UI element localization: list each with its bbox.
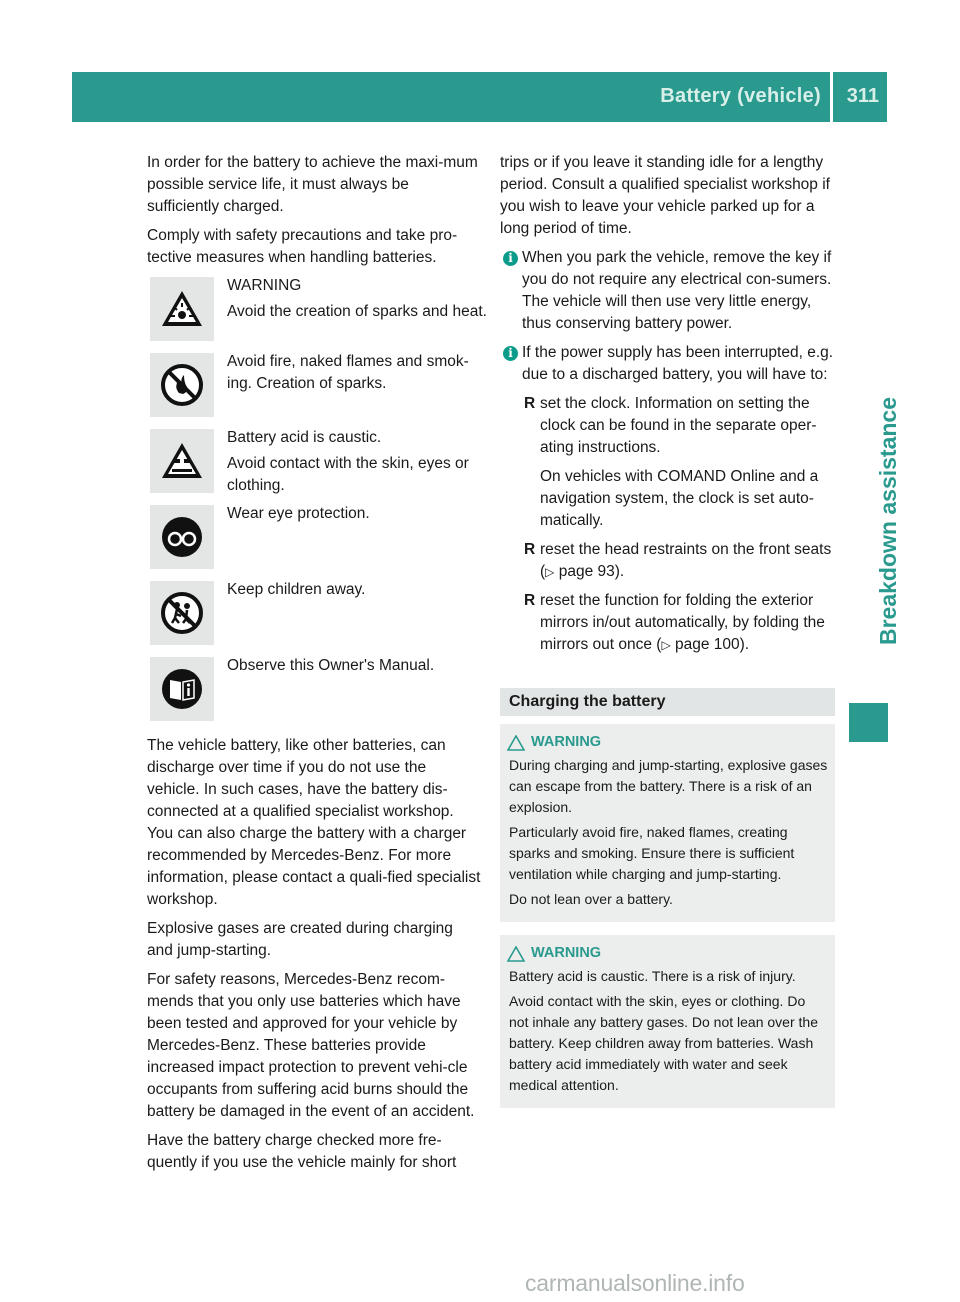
- note-text: When you park the vehicle, remove the key if you do not require any electrical con-sumers. The vehicle will then use very little energy, thus conserving battery power.: [522, 249, 832, 332]
- warning-box: [500, 935, 835, 1108]
- paragraph: For safety reasons, Mercedes-Benz recom-mends that you only use batteries which have been tested and approved for your vehicle by Mercedes-Benz. These batteries provide increased impact protection to prevent vehi-cle occupants from suffering acid burns should the battery be damaged in the event of an accident.: [147, 971, 475, 1120]
- symbol-text: [227, 655, 487, 681]
- eye-protection-icon: [150, 505, 214, 569]
- list-item: [522, 539, 835, 583]
- paragraph: The vehicle battery, like other batteries, can discharge over time if you do not use the vehicle. In such cases, have the battery dis-connected at a qualified specialist workshop. You can also charge the battery with a charger recommended by Mercedes-Benz. For more information, please contact a quali-fied specialist workshop.: [147, 737, 481, 908]
- page-number: 311: [846, 85, 879, 107]
- symbol-line: Avoid fire, naked flames and smok-ing. Creation of sparks.: [227, 353, 469, 392]
- info-note: [500, 247, 835, 335]
- warning-triangle-icon: [507, 946, 525, 962]
- symbol-text: [227, 427, 487, 501]
- symbol-row: [147, 277, 487, 353]
- page-ref-arrow-icon: ▷: [661, 638, 671, 652]
- symbol-line: Battery acid is caustic.: [227, 429, 382, 446]
- list-item: [522, 393, 835, 532]
- symbol-row: [147, 429, 482, 505]
- paragraph: In order for the battery to achieve the maxi-mum possible service life, it must always be sufficiently charged.: [147, 154, 478, 215]
- side-tab: [875, 396, 901, 645]
- warning-label: WARNING: [531, 734, 602, 750]
- paragraph: Have the battery charge checked more fre-quently if you use the vehicle mainly for short: [147, 1132, 457, 1171]
- symbol-row: [147, 353, 482, 429]
- paragraph: Comply with safety precautions and take pro-tective measures when handling batteries.: [147, 227, 458, 266]
- symbol-line: Avoid contact with the skin, eyes or clothing.: [227, 455, 469, 494]
- info-icon: i: [503, 346, 518, 361]
- side-tab-label: Breakdown assistance: [875, 396, 901, 645]
- warning-text: Do not lean over a battery.: [509, 891, 673, 907]
- section-title: Charging the battery: [500, 688, 835, 716]
- warning-box: [500, 724, 835, 922]
- header-title: Battery (vehicle): [660, 85, 821, 107]
- explosion-warning-icon: [150, 277, 214, 341]
- left-column: [147, 152, 487, 1181]
- page-ref-arrow-icon: ▷: [545, 565, 555, 579]
- warning-text: Avoid contact with the skin, eyes or clothing. Do not inhale any battery gases. Do not lean over the battery. Keep children away from batteries. Wash battery acid immediately with water and seek medical attention.: [509, 993, 818, 1093]
- page-ref[interactable]: page 100).: [675, 636, 750, 653]
- bullet-marker: R: [524, 395, 536, 412]
- bullet-text: reset the head restraints on the front seats (: [540, 541, 832, 580]
- info-icon: i: [503, 251, 518, 266]
- side-tab-block: [849, 703, 888, 742]
- right-column: [500, 152, 835, 1108]
- page-ref[interactable]: page 93).: [558, 563, 625, 580]
- no-fire-smoking-icon: [150, 353, 214, 417]
- symbol-row: [147, 657, 482, 733]
- symbol-text: [227, 275, 487, 327]
- symbol-text: [227, 503, 487, 529]
- bullet-text: reset the function for folding the exterior mirrors in/out automatically, by folding the mirrors out once (: [540, 592, 825, 653]
- symbol-row: [147, 581, 482, 657]
- warning-header: [507, 732, 828, 753]
- paragraph: Explosive gases are created during charging and jump-starting.: [147, 920, 453, 959]
- bullet-marker: R: [524, 592, 536, 609]
- bullet-marker: R: [524, 541, 536, 558]
- warning-text: During charging and jump-starting, explosive gases can escape from the battery. There is a risk of an explosion.: [509, 757, 828, 815]
- corrosive-warning-icon: [150, 429, 214, 493]
- symbol-row: [147, 505, 482, 581]
- symbol-line: Keep children away.: [227, 581, 366, 598]
- symbol-line: Observe this Owner's Manual.: [227, 657, 435, 674]
- note-text: If the power supply has been interrupted, e.g. due to a discharged battery, you will have to:: [522, 344, 834, 383]
- page-header: [72, 72, 887, 122]
- warning-text: Battery acid is caustic. There is a risk of injury.: [509, 968, 796, 984]
- paragraph: trips or if you leave it standing idle for a lengthy period. Consult a qualified specialist workshop if you wish to leave your vehicle parked up for a long period of time.: [500, 154, 830, 237]
- warning-header: [507, 943, 828, 964]
- warning-label: WARNING: [531, 945, 602, 961]
- keep-children-away-icon: [150, 581, 214, 645]
- symbol-text: [227, 579, 487, 605]
- symbol-line: Wear eye protection.: [227, 505, 370, 522]
- symbol-text: [227, 351, 487, 399]
- bullet-list: [500, 393, 835, 656]
- info-note: [500, 342, 835, 386]
- bullet-extra: On vehicles with COMAND Online and a navigation system, the clock is set auto-matically.: [540, 468, 819, 529]
- header-divider: [830, 72, 833, 122]
- bullet-text: set the clock. Information on setting the clock can be found in the separate oper-ating instructions.: [540, 395, 817, 456]
- symbol-line: WARNING: [227, 277, 302, 294]
- warning-text: Particularly avoid fire, naked flames, creating sparks and smoking. Ensure there is sufficient ventilation while charging and jump-starting.: [509, 824, 795, 882]
- symbol-line: Avoid the creation of sparks and heat.: [227, 303, 487, 320]
- list-item: [522, 590, 835, 656]
- warning-triangle-icon: [507, 735, 525, 751]
- owners-manual-icon: [150, 657, 214, 721]
- watermark: carmanualsonline.info: [525, 1270, 745, 1296]
